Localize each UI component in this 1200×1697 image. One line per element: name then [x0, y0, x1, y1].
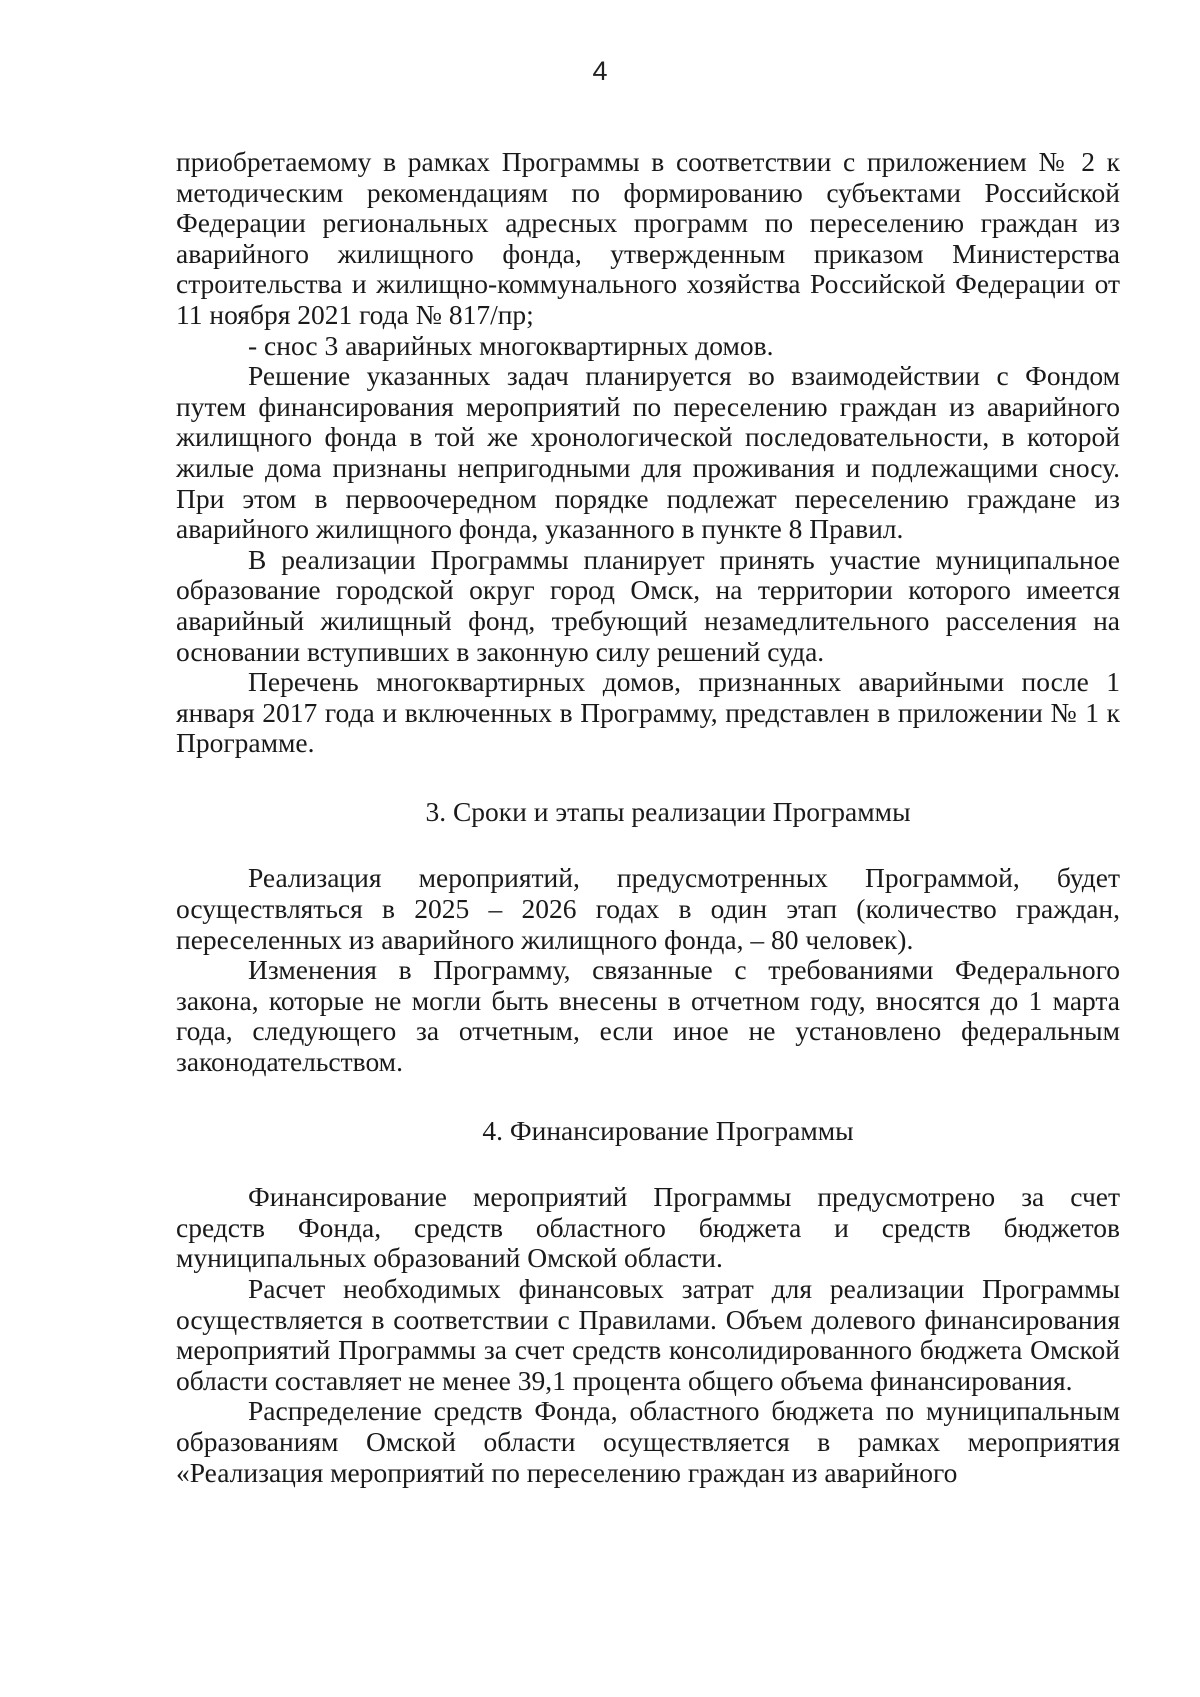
- paragraph: Расчет необходимых финансовых затрат для реализации Программы осуществляется в соответствии с Правилами. Объем долевого финансирования мероприятий Программы за счет средств консолидированного бюджета Омской области составляет не менее 39,1 процента общего объема финансирования.: [176, 1273, 1120, 1396]
- paragraph: Реализация мероприятий, предусмотренных Программой, будет осуществляться в 2025 – 2026 годах в один этап (количество граждан, переселенных из аварийного жилищного фонда, – 80 человек).: [176, 862, 1120, 955]
- paragraph: Решение указанных задач планируется во взаимодействии с Фондом путем финансирования мероприятий по переселению граждан из аварийного жилищного фонда в той же хронологической последовательности, в которой жилые дома признаны непригодными для проживания и подлежащими сносу. При этом в первоочередном порядке подлежат переселению граждане из аварийного жилищного фонда, указанного в пункте 8 Правил.: [176, 360, 1120, 545]
- paragraph: Распределение средств Фонда, областного бюджета по муниципальным образованиям Омской области осуществляется в рамках мероприятия «Реализация мероприятий по переселению граждан из аварийного: [176, 1395, 1120, 1488]
- spacer: [176, 1146, 1120, 1182]
- page-number: 4: [592, 56, 608, 86]
- paragraph: Изменения в Программу, связанные с требованиями Федерального закона, которые не могли быть внесены в отчетном году, вносятся до 1 марта года, следующего за отчетным, если иное не установлено федеральным законодательством.: [176, 954, 1120, 1078]
- paragraph: Финансирование мероприятий Программы предусмотрено за счет средств Фонда, средств областного бюджета и средств бюджетов муниципальных образований Омской области.: [176, 1181, 1120, 1274]
- section-heading-3: 3. Сроки и этапы реализации Программы: [425, 795, 911, 827]
- paragraph: приобретаемому в рамках Программы в соответствии с приложением № 2 к методическим рекомендациям по формированию субъектами Российской Федерации региональных адресных программ по переселению граждан из аварийного жилищного фонда, утвержденным приказом Министерства строительства и жилищно-коммунального хозяйства Российской Федерации от 11 ноября 2021 года № 817/пр;: [176, 146, 1120, 330]
- spacer: [176, 1078, 1120, 1116]
- spacer: [176, 827, 1120, 863]
- spacer: [176, 759, 1120, 797]
- document-body: [176, 147, 1120, 1488]
- paragraph: Перечень многоквартирных домов, признанных аварийными после 1 января 2017 года и включенных в Программу, представлен в приложении № 1 к Программе.: [176, 666, 1120, 759]
- list-item: - снос 3 аварийных многоквартирных домов.: [248, 329, 774, 361]
- section-heading-4: 4. Финансирование Программы: [482, 1114, 854, 1146]
- paragraph: В реализации Программы планирует принять участие муниципальное образование городской округ город Омск, на территории которого имеется аварийный жилищный фонд, требующий незамедлительного расселения на основании вступивших в законную силу решений суда.: [176, 543, 1120, 667]
